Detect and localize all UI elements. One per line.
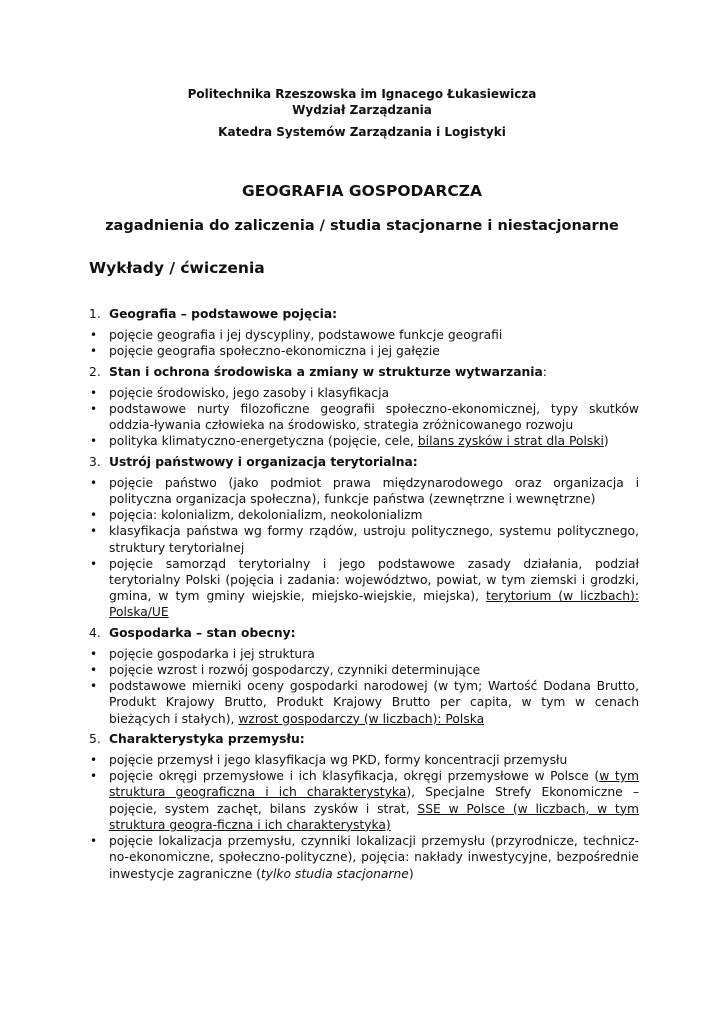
list-item: [89, 833, 639, 882]
item-text: ): [603, 434, 609, 449]
document-title: GEOGRAFIA GOSPODARCZA: [242, 182, 482, 200]
section-items: [89, 385, 639, 450]
section-items: [89, 475, 639, 621]
item-text: pojęcie gospodarka i jej struktura: [109, 646, 315, 661]
section-3: [89, 454, 639, 621]
item-text: polityka klimatyczno-energetyczna (pojęcie, cele,: [109, 434, 418, 449]
item-text: pojęcie państwo (jako podmiot prawa międzynarodowego oraz organizacja i polityczna organizacja społeczna), funkcje państwa (zewnętrzne i wewnętrzne): [109, 475, 639, 507]
item-text: pojęcie geografia i jej dyscypliny, podstawowe funkcje geografii: [109, 328, 503, 343]
section-number: 4.: [89, 625, 101, 640]
item-text: pojęcie środowisko, jego zasoby i klasyfikacja: [109, 385, 390, 400]
section-items: [89, 646, 639, 727]
bullet-icon: •: [90, 475, 98, 490]
list-item: [89, 507, 639, 523]
bullet-icon: •: [90, 834, 98, 849]
faculty-name: Wydział Zarządzania: [292, 103, 432, 117]
section-label: Wykłady / ćwiczenia: [89, 259, 265, 277]
section-heading: [89, 731, 639, 747]
item-text: ), Specjalne Strefy Ekonomiczne – pojęcie, system zachęt, bilans zysków i strat,: [109, 785, 639, 816]
bullet-icon: •: [90, 556, 98, 571]
bullet-icon: •: [90, 524, 98, 539]
item-text: pojęcia: kolonializm, dekolonializm, neokolonializm: [109, 508, 423, 523]
list-item: [89, 678, 639, 727]
list-item: [89, 752, 639, 768]
list-item: [89, 385, 639, 401]
bullet-icon: •: [90, 646, 98, 661]
section-title: Stan i ochrona środowiska a zmiany w strukturze wytwarzania: [109, 364, 543, 379]
section-heading: [89, 364, 639, 380]
list-item: [89, 327, 639, 343]
topics-list: [89, 306, 639, 886]
item-text: pojęcie samorząd terytorialny i jego podstawowe zasady działania, podział terytorialny Polski (pojęcia i zadania: województwo, powiat, w tym ziemski i grodzki, gmina, w tym gminy wiejskie, miejsko-wiejskie, miejska),: [109, 556, 639, 604]
university-name: Politechnika Rzeszowska im Ignacego Łukasiewicza: [187, 87, 537, 101]
section-title-suffix: :: [542, 364, 547, 379]
bullet-icon: •: [90, 402, 98, 417]
item-text: pojęcie wzrost i rozwój gospodarczy, czynniki determinujące: [109, 663, 481, 678]
bullet-icon: •: [90, 679, 98, 694]
item-text: pojęcie lokalizacja przemysłu, czynniki lokalizacji przemysłu (przyrodnicze, technicz-no-ekonomiczne, społeczno-polityczne), pojęcia: nakłady inwestycyjne, bezpośrednie inwestycje zagraniczne (: [109, 834, 639, 881]
section-items: [89, 752, 639, 882]
item-text: podstawowe mierniki oceny gospodarki narodowej (w tym; Wartość Dodana Brutto, Produkt Krajowy Brutto, Produkt Krajowy Brutto per capita, w tym w cenach bieżących i stałych),: [109, 679, 639, 726]
bullet-icon: •: [90, 769, 98, 784]
underlined-text: w tym struktura geograficzna i ich charakterystyka: [109, 769, 639, 800]
underlined-text: SSE w Polsce (w liczbach, w tym struktura geogra-ficzna i ich charakterystyka): [109, 801, 639, 832]
section-title: Geografia – podstawowe pojęcia:: [109, 307, 338, 321]
bullet-icon: •: [90, 508, 98, 523]
italic-text: tylko studia stacjonarne: [260, 866, 409, 881]
underlined-text: terytorium (w liczbach): Polska/UE: [109, 589, 639, 620]
bullet-icon: •: [90, 663, 98, 678]
section-5: [89, 731, 639, 882]
section-items: [89, 327, 639, 359]
section-4: [89, 625, 639, 727]
list-item: [89, 646, 639, 662]
bullet-icon: •: [90, 328, 98, 343]
section-number: 3.: [89, 454, 101, 469]
item-text: ): [408, 866, 414, 881]
item-text: pojęcie okręgi przemysłowe i ich klasyfikacja, okręgi przemysłowe w Polsce (: [109, 769, 600, 784]
section-heading: [89, 454, 639, 470]
underlined-text: bilans zysków i strat dla Polski: [417, 434, 604, 449]
list-item: [89, 343, 639, 359]
department-name: Katedra Systemów Zarządzania i Logistyki: [218, 125, 506, 139]
bullet-icon: •: [90, 434, 98, 449]
list-item: [89, 662, 639, 678]
section-1: [89, 306, 639, 360]
bullet-icon: •: [90, 385, 98, 400]
document-subtitle: zagadnienia do zaliczenia / studia stacjonarne i niestacjonarne: [105, 218, 619, 234]
section-number: 2.: [89, 364, 101, 379]
list-item: [89, 433, 639, 449]
list-item: [89, 768, 639, 833]
section-title: Gospodarka – stan obecny:: [109, 625, 296, 640]
section-number: 1.: [89, 307, 101, 321]
list-item: [89, 523, 639, 555]
bullet-icon: •: [90, 753, 98, 768]
list-item: [89, 401, 639, 433]
section-title: Ustrój państwowy i organizacja terytorialna:: [109, 454, 418, 469]
section-title: Charakterystyka przemysłu:: [109, 731, 305, 746]
item-text: pojęcie przemysł i jego klasyfikacja wg PKD, formy koncentracji przemysłu: [109, 753, 568, 768]
list-item: [89, 556, 639, 621]
bullet-icon: •: [90, 344, 98, 359]
item-text: pojęcie geografia społeczno-ekonomiczna i jej gałęzie: [109, 344, 440, 359]
section-heading: [89, 625, 639, 641]
list-item: [89, 475, 639, 507]
item-text: klasyfikacja państwa wg formy rządów, ustroju politycznego, systemu politycznego, struktury terytorialnej: [109, 524, 639, 555]
underlined-text: wzrost gospodarczy (w liczbach): Polska: [238, 711, 485, 726]
section-2: [89, 364, 639, 450]
section-heading: [89, 306, 639, 322]
item-text: podstawowe nurty filozoficzne geografii społeczno-ekonomicznej, typy skutków oddzia-ływania człowieka na środowisko, strategia zróżnicowanego rozwoju: [109, 402, 639, 433]
section-number: 5.: [89, 731, 101, 746]
